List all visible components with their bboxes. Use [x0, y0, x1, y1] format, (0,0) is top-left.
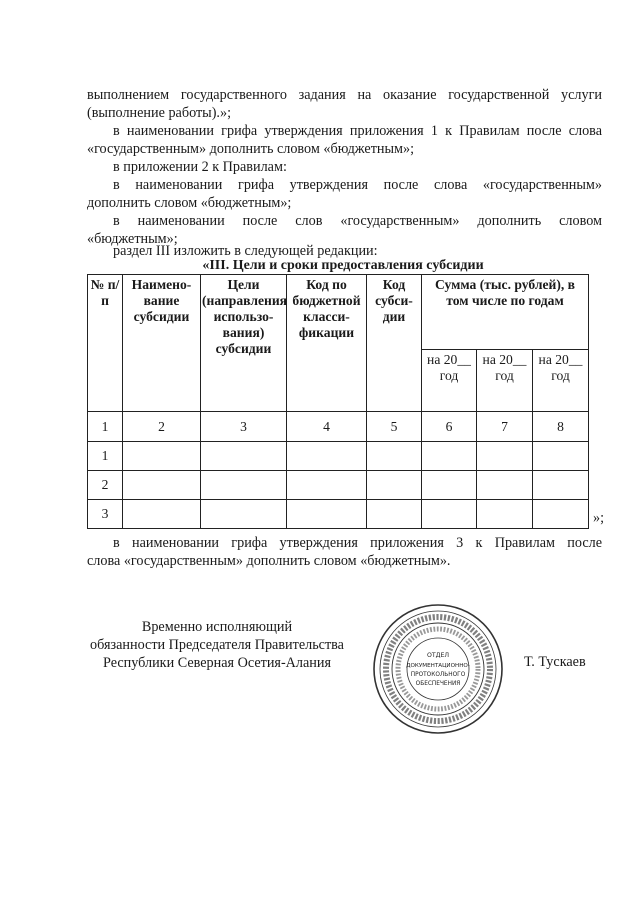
column-number-6: 6	[422, 412, 477, 442]
seal-text-4: ОБЕСПЕЧЕНИЯ	[415, 681, 461, 687]
header-year-3: на 20__ год	[533, 350, 589, 412]
row-index: 1	[88, 442, 123, 471]
header-year-2: на 20__ год	[477, 350, 533, 412]
signatory-title	[87, 618, 347, 672]
paragraph-6: раздел III изложить в следующей редакции:	[113, 243, 378, 259]
header-year-1: на 20__ год	[422, 350, 477, 412]
column-number-5: 5	[367, 412, 422, 442]
column-number-4: 4	[287, 412, 367, 442]
signatory-title-line-1: Временно исполняющий	[141, 619, 293, 635]
closing-quote: »;	[593, 510, 605, 526]
header-subsidy-name: Наимено-вание субсидии	[123, 275, 201, 412]
table-row	[88, 442, 589, 471]
column-number-2: 2	[123, 412, 201, 442]
official-seal-icon	[371, 602, 505, 736]
header-number: № п/п	[88, 275, 123, 412]
signatory-title-line-2: обязанности Председателя Правительства	[90, 637, 344, 653]
paragraph-1-line-2: (выполнение работы).»;	[87, 105, 232, 121]
row-index: 2	[88, 471, 123, 500]
paragraph-2-line-2: «государственным» дополнить словом «бюджетным»;	[87, 141, 415, 157]
table-title: «III. Цели и сроки предоставления субсидии	[202, 258, 484, 273]
seal-text-3: ПРОТОКОЛЬНОГО	[410, 672, 466, 678]
subsidies-table	[87, 274, 589, 529]
table-row	[88, 500, 589, 529]
column-number-1: 1	[88, 412, 123, 442]
paragraph-5-line-1: в наименовании после слов «государственным» дополнить словом	[113, 213, 602, 229]
paragraph-3: в приложении 2 к Правилам:	[113, 159, 287, 175]
column-number-8: 8	[533, 412, 589, 442]
paragraph-1-line-1: выполнением государственного задания на оказание государственной услуги	[87, 87, 602, 103]
header-goals: Цели (направления использо-вания) субсидии	[201, 275, 287, 412]
paragraph-7-line-2: слова «государственным» дополнить словом «бюджетным».	[87, 553, 451, 569]
paragraph-4-line-2: дополнить словом «бюджетным»;	[87, 195, 292, 211]
table-row	[88, 471, 589, 500]
paragraph-2-line-1: в наименовании грифа утверждения приложения 1 к Правилам после слова	[113, 123, 602, 139]
seal-text-1: ОТДЕЛ	[426, 652, 450, 659]
signatory-title-line-3: Республики Северная Осетия-Алания	[102, 655, 331, 671]
column-number-7: 7	[477, 412, 533, 442]
paragraph-4-line-1: в наименовании грифа утверждения после слова «государственным»	[113, 177, 602, 193]
header-subsidy-code: Код субси-дии	[367, 275, 422, 412]
column-number-3: 3	[201, 412, 287, 442]
seal-text-2: ДОКУМЕНТАЦИОННО-	[406, 663, 470, 669]
signatory-name: Т. Тускаев	[524, 654, 586, 670]
header-amount: Сумма (тыс. рублей), в том числе по годам	[422, 275, 589, 350]
row-index: 3	[88, 500, 123, 529]
paragraph-5-line-2: «бюджетным»;	[87, 231, 178, 247]
header-budget-code: Код по бюджетной класси-фикации	[287, 275, 367, 412]
paragraph-7-line-1: в наименовании грифа утверждения приложения 3 к Правилам после	[113, 535, 602, 551]
